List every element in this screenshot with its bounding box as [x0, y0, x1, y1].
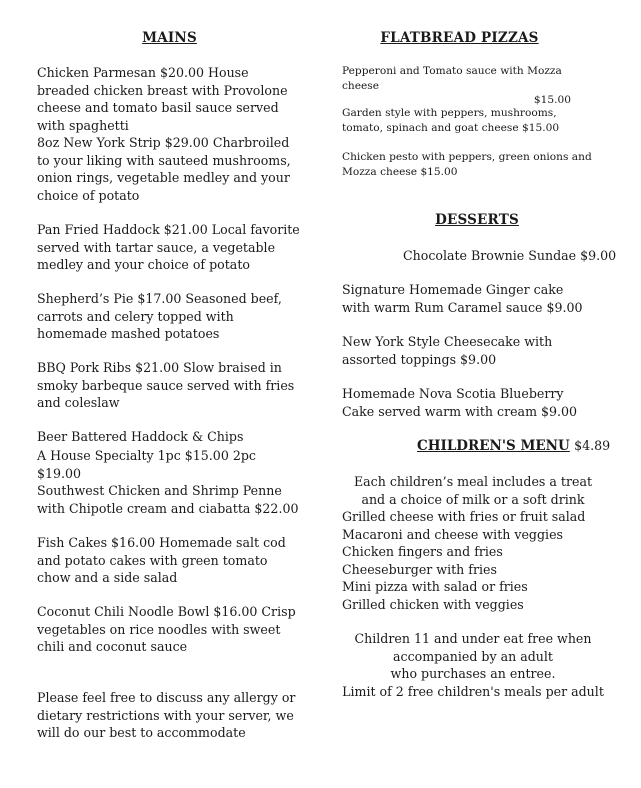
desserts-heading: DESSERTS [435, 212, 519, 228]
children-note-line: accompanied by an adult [393, 648, 553, 664]
mains-column [37, 30, 302, 740]
children-intro: Each children’s meal includes a treat and a choice of milk or a soft drink [353, 474, 593, 507]
allergy-note: Please feel free to discuss any allergy or dietary restrictions with your server, we will do our best to accommodate [37, 690, 296, 740]
childrens-menu-title: CHILDREN'S MENU [417, 438, 570, 454]
flatbread-item-text: Pepperoni and Tomato sauce with Mozza cheese [342, 65, 562, 92]
childrens-menu-price: $4.89 [574, 438, 611, 453]
dessert-item: New York Style Cheesecake with assorted toppings $9.00 [342, 334, 553, 367]
children-note-line: Children 11 and under eat free when [354, 631, 592, 646]
menu-item: Coconut Chili Noodle Bowl $16.00 Crisp vegetables on rice noodles with sweet chili and coconut sauce [37, 604, 296, 654]
menu-item: Shepherd’s Pie $17.00 Seasoned beef, carrots and celery topped with homemade mashed potatoes [37, 291, 282, 341]
flatbread-item: Chicken pesto with peppers, green onions and Mozza cheese $15.00 [342, 151, 592, 178]
menu-item: A House Specialty 1pc $15.00 2pc $19.00 [37, 448, 256, 481]
right-column [342, 30, 617, 699]
menu-item: Chicken Parmesan $20.00 House breaded chicken breast with Provolone cheese and tomato basil sauce served with spaghetti [37, 65, 288, 133]
children-note-line: Limit of 2 free children's meals per adult [342, 683, 604, 699]
flatbread-item-price: $15.00 [533, 94, 571, 106]
childrens-menu-heading [417, 438, 641, 454]
flatbread-item [342, 64, 584, 108]
children-items-list [342, 508, 612, 613]
flatbread-heading: FLATBREAD PIZZAS [380, 30, 539, 46]
mains-heading: MAINS [142, 30, 197, 46]
menu-item: BBQ Pork Ribs $21.00 Slow braised in smoky barbeque sauce served with fries and coleslaw [37, 360, 295, 410]
dessert-item: Homemade Nova Scotia Blueberry Cake served warm with cream $9.00 [342, 386, 578, 419]
dessert-item: Signature Homemade Ginger cake with warm Rum Caramel sauce $9.00 [342, 282, 583, 315]
list-item: Chicken fingers and fries [342, 544, 503, 559]
menu-item: Southwest Chicken and Shrimp Penne with Chipotle cream and ciabatta $22.00 [37, 483, 299, 516]
children-note-line: who purchases an entree. [390, 666, 556, 681]
list-item: Cheeseburger with fries [342, 561, 497, 577]
menu-item: Pan Fried Haddock $21.00 Local favorite served with tartar sauce, a vegetable medley and your choice of potato [37, 222, 300, 272]
dessert-item: Chocolate Brownie Sundae $9.00 [403, 248, 617, 263]
children-note [342, 630, 604, 700]
menu-item: Beer Battered Haddock & Chips [37, 429, 244, 444]
menu-item: Fish Cakes $16.00 Homemade salt cod and potato cakes with green tomato chow and a side salad [37, 535, 286, 585]
list-item: Grilled cheese with fries or fruit salad [342, 509, 586, 524]
flatbread-item: Garden style with peppers, mushrooms, tomato, spinach and goat cheese $15.00 [342, 107, 560, 134]
list-item: Macaroni and cheese with veggies [342, 526, 563, 542]
menu-item: 8oz New York Strip $29.00 Charbroiled to your liking with sauteed mushrooms, onion rings, vegetable medley and your choice of potato [37, 135, 291, 203]
list-item: Mini pizza with salad or fries [342, 579, 528, 594]
list-item: Grilled chicken with veggies [342, 596, 524, 612]
